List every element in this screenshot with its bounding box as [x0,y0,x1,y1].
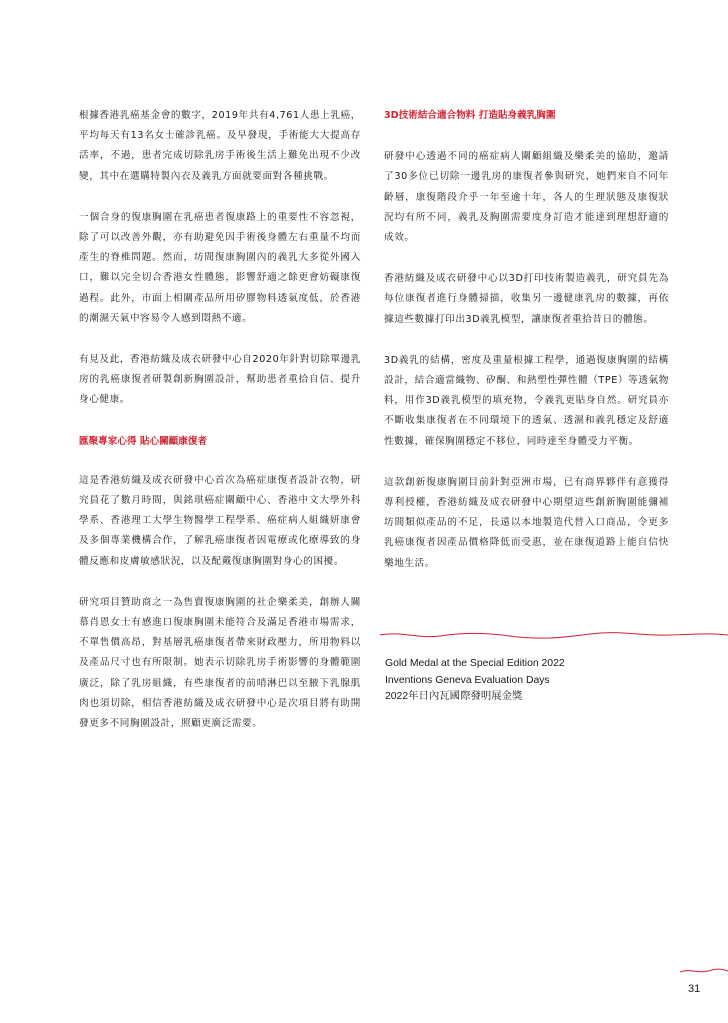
right-column [384,106,669,595]
printing-paragraph: 香港紡織及成衣研發中心以3D打印技術製造義乳，研究員先為每位康復者進行身體掃描，收集另一邊健康乳房的數據，再依據這些數據打印出3D義乳模型，讓康復者重拾昔日的體態。 [384,273,669,325]
page-number: 31 [688,983,701,995]
award-line-2: Inventions Geneva Evaluation Days [385,674,550,686]
left-column [79,106,361,755]
award-line-3: 2022年日內瓦國際發明展金獎 [385,691,523,703]
section-heading-3d: 3D技術結合適合物料 打造貼身義乳胸圍 [384,110,556,121]
red-wave-footer [680,964,728,978]
sponsor-paragraph: 研究項目贊助商之一為售賣復康胸圍的社企樂柔美，創辦人關慕肖恩女士有感進口復康胸圍未能符合及滿足香港市場需求，不單售價高昂，對基層乳癌康復者帶來財政壓力，所用物料以及產品尺寸也有所限制。她表示切除乳房手術影響的身體範圍廣泛，除了乳房組織，有些康復者的前哨淋巴以至腋下乳腺肌肉也須切除，相信香港紡織及成衣研發中心是次項目將有助開發更多不同胸圍設計，照顧更廣泛需要。 [79,596,361,730]
importance-paragraph: 一個合身的復康胸圍在乳癌患者復康路上的重要性不容忽視，除了可以改善外觀，亦有助避免因手術後身體左右重量不均而產生的脊椎問題。然而，坊間復康胸圍內的義乳大多從外國入口，難以完全切合香港女性體態，影響舒適之餘更會妨礙康復過程。此外，市面上相關產品所用矽膠物料透氣度低，於香港的潮濕天氣中容易令人感到悶熱不適。 [79,211,361,324]
collaboration-paragraph: 這是香港紡織及成衣研發中心首次為癌症康復者設計衣物，研究員花了數月時間，與銘琪癌症關顧中心、香港中文大學外科學系、香港理工大學生物醫學工程學系、癌症病人組織妍康會及多個專業機構合作，了解乳癌康復者因電療或化療導致的身體反應和皮膚敏感狀況，以及配戴復康胸圍對身心的困擾。 [79,474,361,567]
red-wave-divider [380,625,728,645]
award-line-1: Gold Medal at the Special Edition 2022 [385,658,565,669]
intro-paragraph: 根據香港乳癌基金會的數字，2019年共有4,761人患上乳癌，平均每天有13名女士確診乳癌。及早發現，手術能大大提高存活率，不過，患者完成切除乳房手術後生活上難免出現不少改變，其中在選購特製內衣及義乳方面就要面對各種挑戰。 [79,110,361,182]
research-paragraph: 研發中心透過不同的癌症病人關顧組織及樂柔美的協助，邀請了30多位已切除一邊乳房的康復者參與研究，她們來自不同年齡層，康復階段介乎一年至逾十年，各人的生理狀態及康復狀況均有所不同，義乳及胸圍需要度身訂造才能達到理想舒適的成效。 [384,151,669,244]
initiative-paragraph: 有見及此，香港紡織及成衣研發中心自2020年針對切除單邊乳房的乳癌康復者研製創新胸圍設計，幫助患者重拾自信、提升身心健康。 [79,354,361,406]
structure-paragraph: 3D義乳的結構，密度及重量根據工程學，通過復康胸圍的結構設計，結合適當織物、矽酮、和熱塑性彈性體（TPE）等透氣物料，用作3D義乳模型的填充物，令義乳更貼身自然。研究員亦不斷收集康復者在不同環境下的透氣、透濕和義乳穩定及舒適性數據，確保胸圍穩定不移位，同時達至身體受力平衡。 [384,354,669,447]
award-caption [385,656,685,706]
section-heading-experts: 匯聚專家心得 貼心關顧康復者 [79,435,208,447]
market-paragraph: 這款創新復康胸圍目前針對亞洲市場，已有商界夥伴有意獲得專利授權，香港紡織及成衣研發中心期望這些創新胸圍能彌補坊間類似產品的不足，長遠以本地製造代替入口商品，令更多乳癌康復者因產品價格降低而受惠，並在康復道路上能自信快樂地生活。 [384,476,669,569]
